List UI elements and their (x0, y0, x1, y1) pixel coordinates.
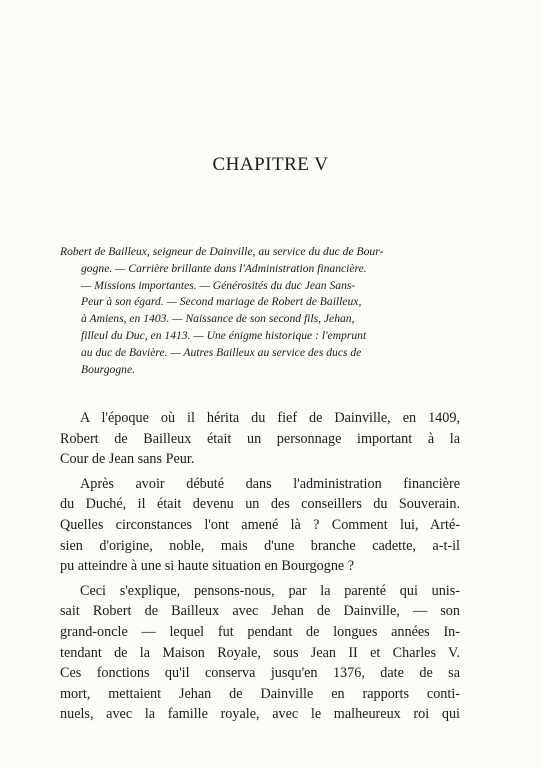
text-line: A l'époque où il hérita du fief de Dainville, en 1409, (80, 410, 460, 426)
paragraph (60, 474, 460, 577)
summary-line: Robert de Bailleux, seigneur de Dainville, au service du duc de Bour- (60, 245, 384, 258)
chapter-summary (60, 244, 489, 378)
text-line: grand-oncle — lequel fut pendant de longues années In- (60, 623, 460, 640)
text-line: mort, mettaient Jehan de Dainville en rapports conti- (60, 685, 460, 702)
text-line: tendant de la Maison Royale, sous Jean II et Charles V. (60, 644, 460, 661)
text-line: nuels, avec la famille royale, avec le malheureux roi qui (60, 706, 460, 723)
summary-line: gogne. — Carrière brillante dans l'Administration financière. (81, 261, 367, 275)
paragraph (60, 581, 460, 725)
text-line: pu atteindre à une si haute situation en Bourgogne ? (60, 558, 355, 575)
body-text (60, 408, 460, 729)
summary-line: Bourgogne. (81, 362, 135, 376)
text-line: Cour de Jean sans Peur. (60, 451, 195, 468)
text-line: sait Robert de Bailleux avec Jehan de Dainville, — son (60, 603, 460, 620)
text-line: Après avoir débuté dans l'administration financière (80, 475, 460, 492)
text-line: Quelles circonstances l'ont amené là ? Comment lui, Arté- (60, 516, 460, 533)
text-line: sien d'origine, noble, mais d'une branche cadette, a-t-il (60, 537, 460, 554)
paragraph (60, 408, 460, 470)
text-line: du Duché, il était devenu un des conseillers du Souverain. (60, 496, 460, 513)
summary-line: à Amiens, en 1403. — Naissance de son second fils, Jehan, (81, 312, 355, 326)
chapter-title: CHAPITRE V (212, 154, 329, 175)
text-line: Ces fonctions qu'il conserva jusqu'en 1376, date de sa (60, 665, 460, 682)
summary-line: — Missions importantes. — Générosités du duc Jean Sans- (81, 278, 356, 292)
summary-line: filleul du Duc, en 1413. — Une énigme historique : l'emprunt (81, 328, 367, 342)
summary-line: Peur à son égard. — Second mariage de Robert de Bailleux, (81, 295, 362, 309)
summary-line: au duc de Bavière. — Autres Bailleux au service des ducs de (81, 345, 362, 359)
text-line: Robert de Bailleux était un personnage important à la (60, 430, 460, 447)
text-line: Ceci s'explique, pensons-nous, par la parenté qui unis- (80, 582, 460, 599)
